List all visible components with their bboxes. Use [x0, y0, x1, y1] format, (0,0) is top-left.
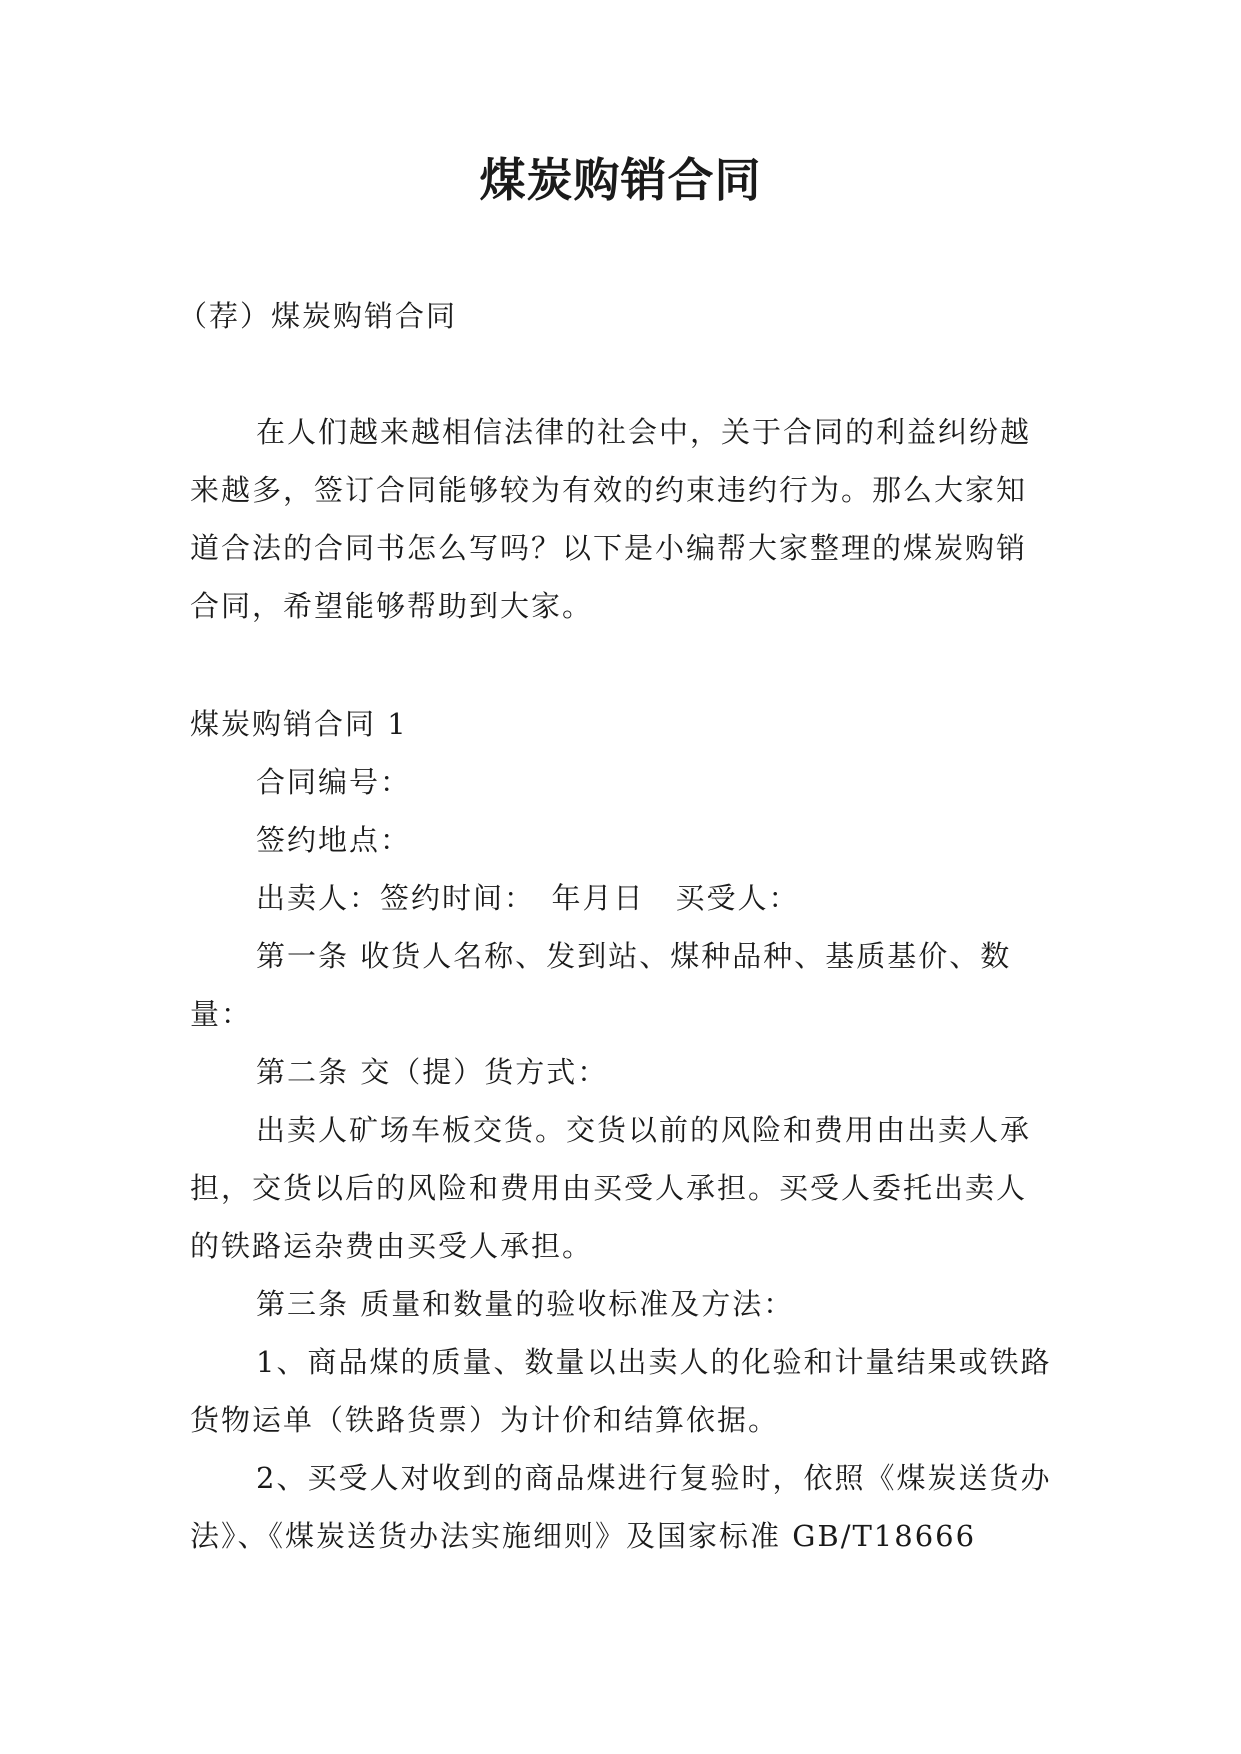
document-subtitle: （荐）煤炭购销合同: [178, 299, 458, 333]
clause-3-1: 1、商品煤的质量、数量以出卖人的化验和计量结果或铁路货物运单（铁路货票）为计价和结算依据。: [190, 1345, 1052, 1437]
delivery-terms-paragraph: 出卖人矿场车板交货。交货以前的风险和费用由出卖人承担，交货以后的风险和费用由买受人承担。买受人委托出卖人的铁路运杂费由买受人承担。: [190, 1113, 1032, 1263]
article-1: 第一条 收货人名称、发到站、煤种品种、基质基价、数量：: [190, 939, 1012, 1031]
contract-section: [190, 695, 1052, 1565]
intro-paragraph: 在人们越来越相信法律的社会中，关于合同的利益纠纷越来越多，签订合同能够较为有效的约束违约行为。那么大家知道合法的合同书怎么写吗？以下是小编帮大家整理的煤炭购销合同，希望能够帮助到大家。: [190, 415, 1032, 623]
clause-3-2: 2、买受人对收到的商品煤进行复验时，依照《煤炭送货办法》、《煤炭送货办法实施细则》及国家标准 GB/T18666: [190, 1461, 1052, 1553]
article-2: 第二条 交（提）货方式：: [256, 1055, 609, 1089]
signing-place-line: 签约地点：: [256, 823, 412, 857]
document-title: 煤炭购销合同: [479, 153, 762, 207]
parties-line: 出卖人：签约时间： 年月日 买受人：: [256, 881, 800, 915]
section-heading: 煤炭购销合同 1: [190, 707, 408, 741]
article-3: 第三条 质量和数量的验收标准及方法：: [256, 1287, 795, 1321]
contract-number-line: 合同编号：: [256, 765, 412, 799]
